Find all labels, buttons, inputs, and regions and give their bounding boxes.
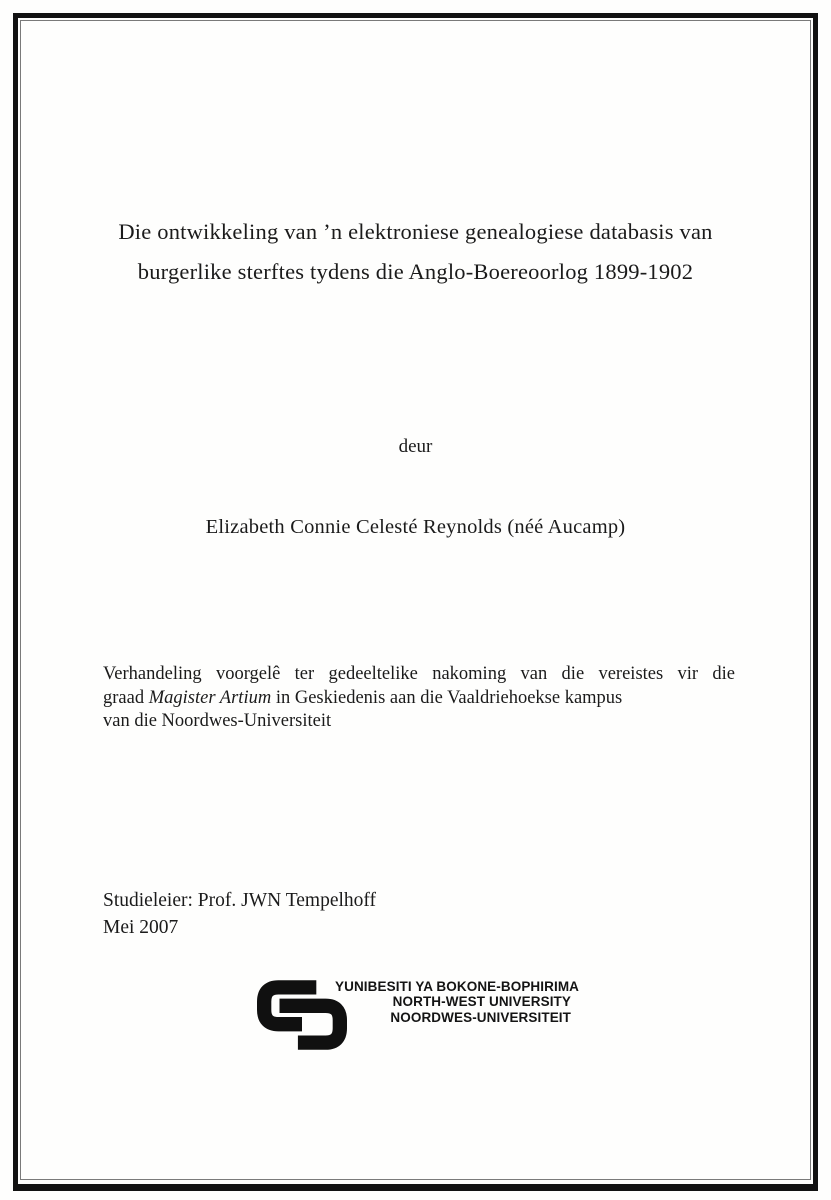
university-logo: [257, 977, 580, 1057]
thesis-title: [60, 212, 771, 292]
statement-line-1: Verhandeling voorgelê ter gedeeltelike nakoming van die vereistes vir die: [103, 664, 735, 684]
author-name: Elizabeth Connie Celesté Reynolds (néé Aucamp): [205, 516, 626, 538]
logo-line-afrikaans: NOORDWES-UNIVERSITEIT: [390, 1009, 571, 1025]
degree-statement: [103, 663, 735, 734]
supervisor-line: Studieleier: Prof. JWN Tempelhoff: [103, 890, 377, 911]
nwu-chain-links-icon: [257, 978, 347, 1052]
statement-line-2-suffix: in Geskiedenis aan die Vaaldriehoekse kampus: [271, 687, 623, 708]
university-logo-wordmark: [335, 979, 580, 1025]
logo-line-setswana: YUNIBESITI YA BOKONE-BOPHIRIMA: [335, 979, 580, 994]
thesis-title-line-2: burgerlike sterftes tydens die Anglo-Boereoorlog 1899-1902: [137, 259, 694, 284]
logo-line-english: NORTH-WEST UNIVERSITY: [392, 994, 571, 1010]
supervisor-block: [103, 887, 376, 941]
byline-deur: deur: [398, 436, 433, 457]
statement-line-3: van die Noordwes-Universiteit: [103, 711, 332, 732]
statement-degree-name: Magister Artium: [148, 687, 272, 708]
statement-line-2-prefix: graad: [103, 687, 149, 708]
thesis-title-line-1: Die ontwikkeling van ’n elektroniese genealogiese databasis van: [118, 219, 713, 244]
statement-line-2: [103, 687, 735, 711]
date-line: Mei 2007: [103, 917, 179, 938]
